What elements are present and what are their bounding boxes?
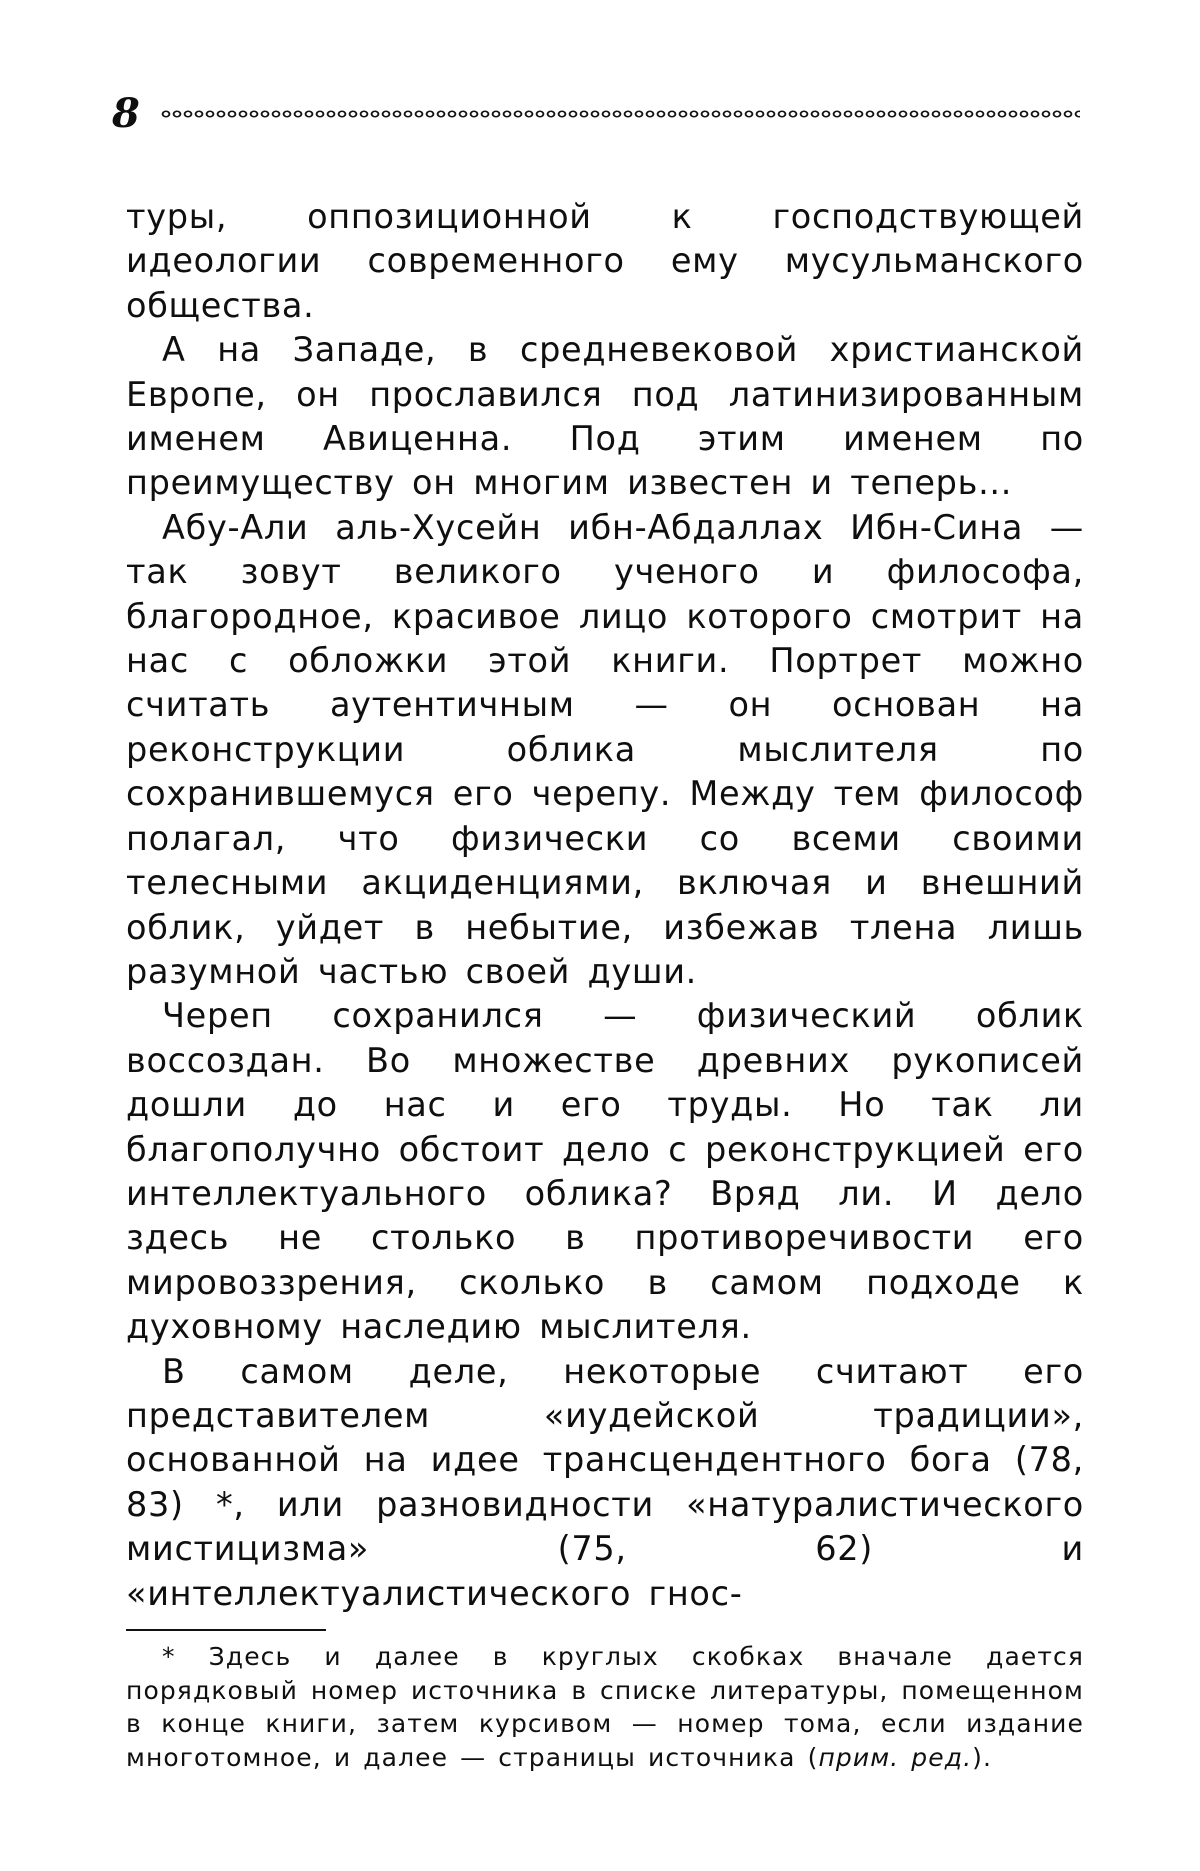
paragraph-continuation: туры, оппозиционной к господствующей идеологии современного ему мусульманского общества.	[126, 197, 1084, 325]
footnote-divider	[126, 1629, 326, 1631]
paragraph-full-name-portrait: Абу-Али аль-Хусейн ибн-Абдаллах Ибн-Сина — так зовут великого ученого и философа, благородное, красивое лицо которого смотрит на нас с обложки этой книги. Портрет можно считать аутентичным — он основан на реконструкции облика мыслителя по сохранившемуся его черепу. Между тем философ полагал, что физически со всеми своими телесными акциденциями, включая и внешний облик, уйдет в небытие, избежав тлена лишь разумной частью своей души.	[126, 507, 1084, 991]
footnote	[126, 1640, 1084, 1774]
main-text	[126, 195, 1084, 1616]
page-number: 8	[112, 90, 140, 137]
paragraph-avicenna-west: А на Западе, в средневековой христианской Европе, он прославился под латинизированным именем Авиценна. Под этим именем по преимуществу он многим известен и теперь...	[126, 330, 1084, 503]
footnote-text: * Здесь и далее в круглых скобках вначале дается порядковый номер источника в списке литературы, помещенном в конце книги, затем курсивом — номер тома, если издание многотомное, и далее — страницы источника (	[126, 1642, 1084, 1772]
footnote-tail: ).	[972, 1742, 993, 1772]
paragraph-interpretations: В самом деле, некоторые считают его представителем «иудейской традиции», основанной на идее трансцендентного бога (78, 83) *, или разновидности «натуралистического мистицизма» (75, 62) и «интеллектуалистического гнос-	[126, 1351, 1084, 1613]
paragraph-skull-preserved: Череп сохранился — физический облик воссоздан. Во множестве древних рукописей дошли до нас и его труды. Но так ли благополучно обстоит дело с реконструкцией его интеллектуального облика? Вряд ли. И дело здесь не столько в противоречивости его мировоззрения, сколько в самом подходе к духовному наследию мыслителя.	[126, 996, 1084, 1347]
footnote-italic-abbrev: прим. ред.	[818, 1742, 973, 1772]
decorative-ornament-rule	[160, 106, 1080, 122]
page-header	[112, 92, 1082, 136]
